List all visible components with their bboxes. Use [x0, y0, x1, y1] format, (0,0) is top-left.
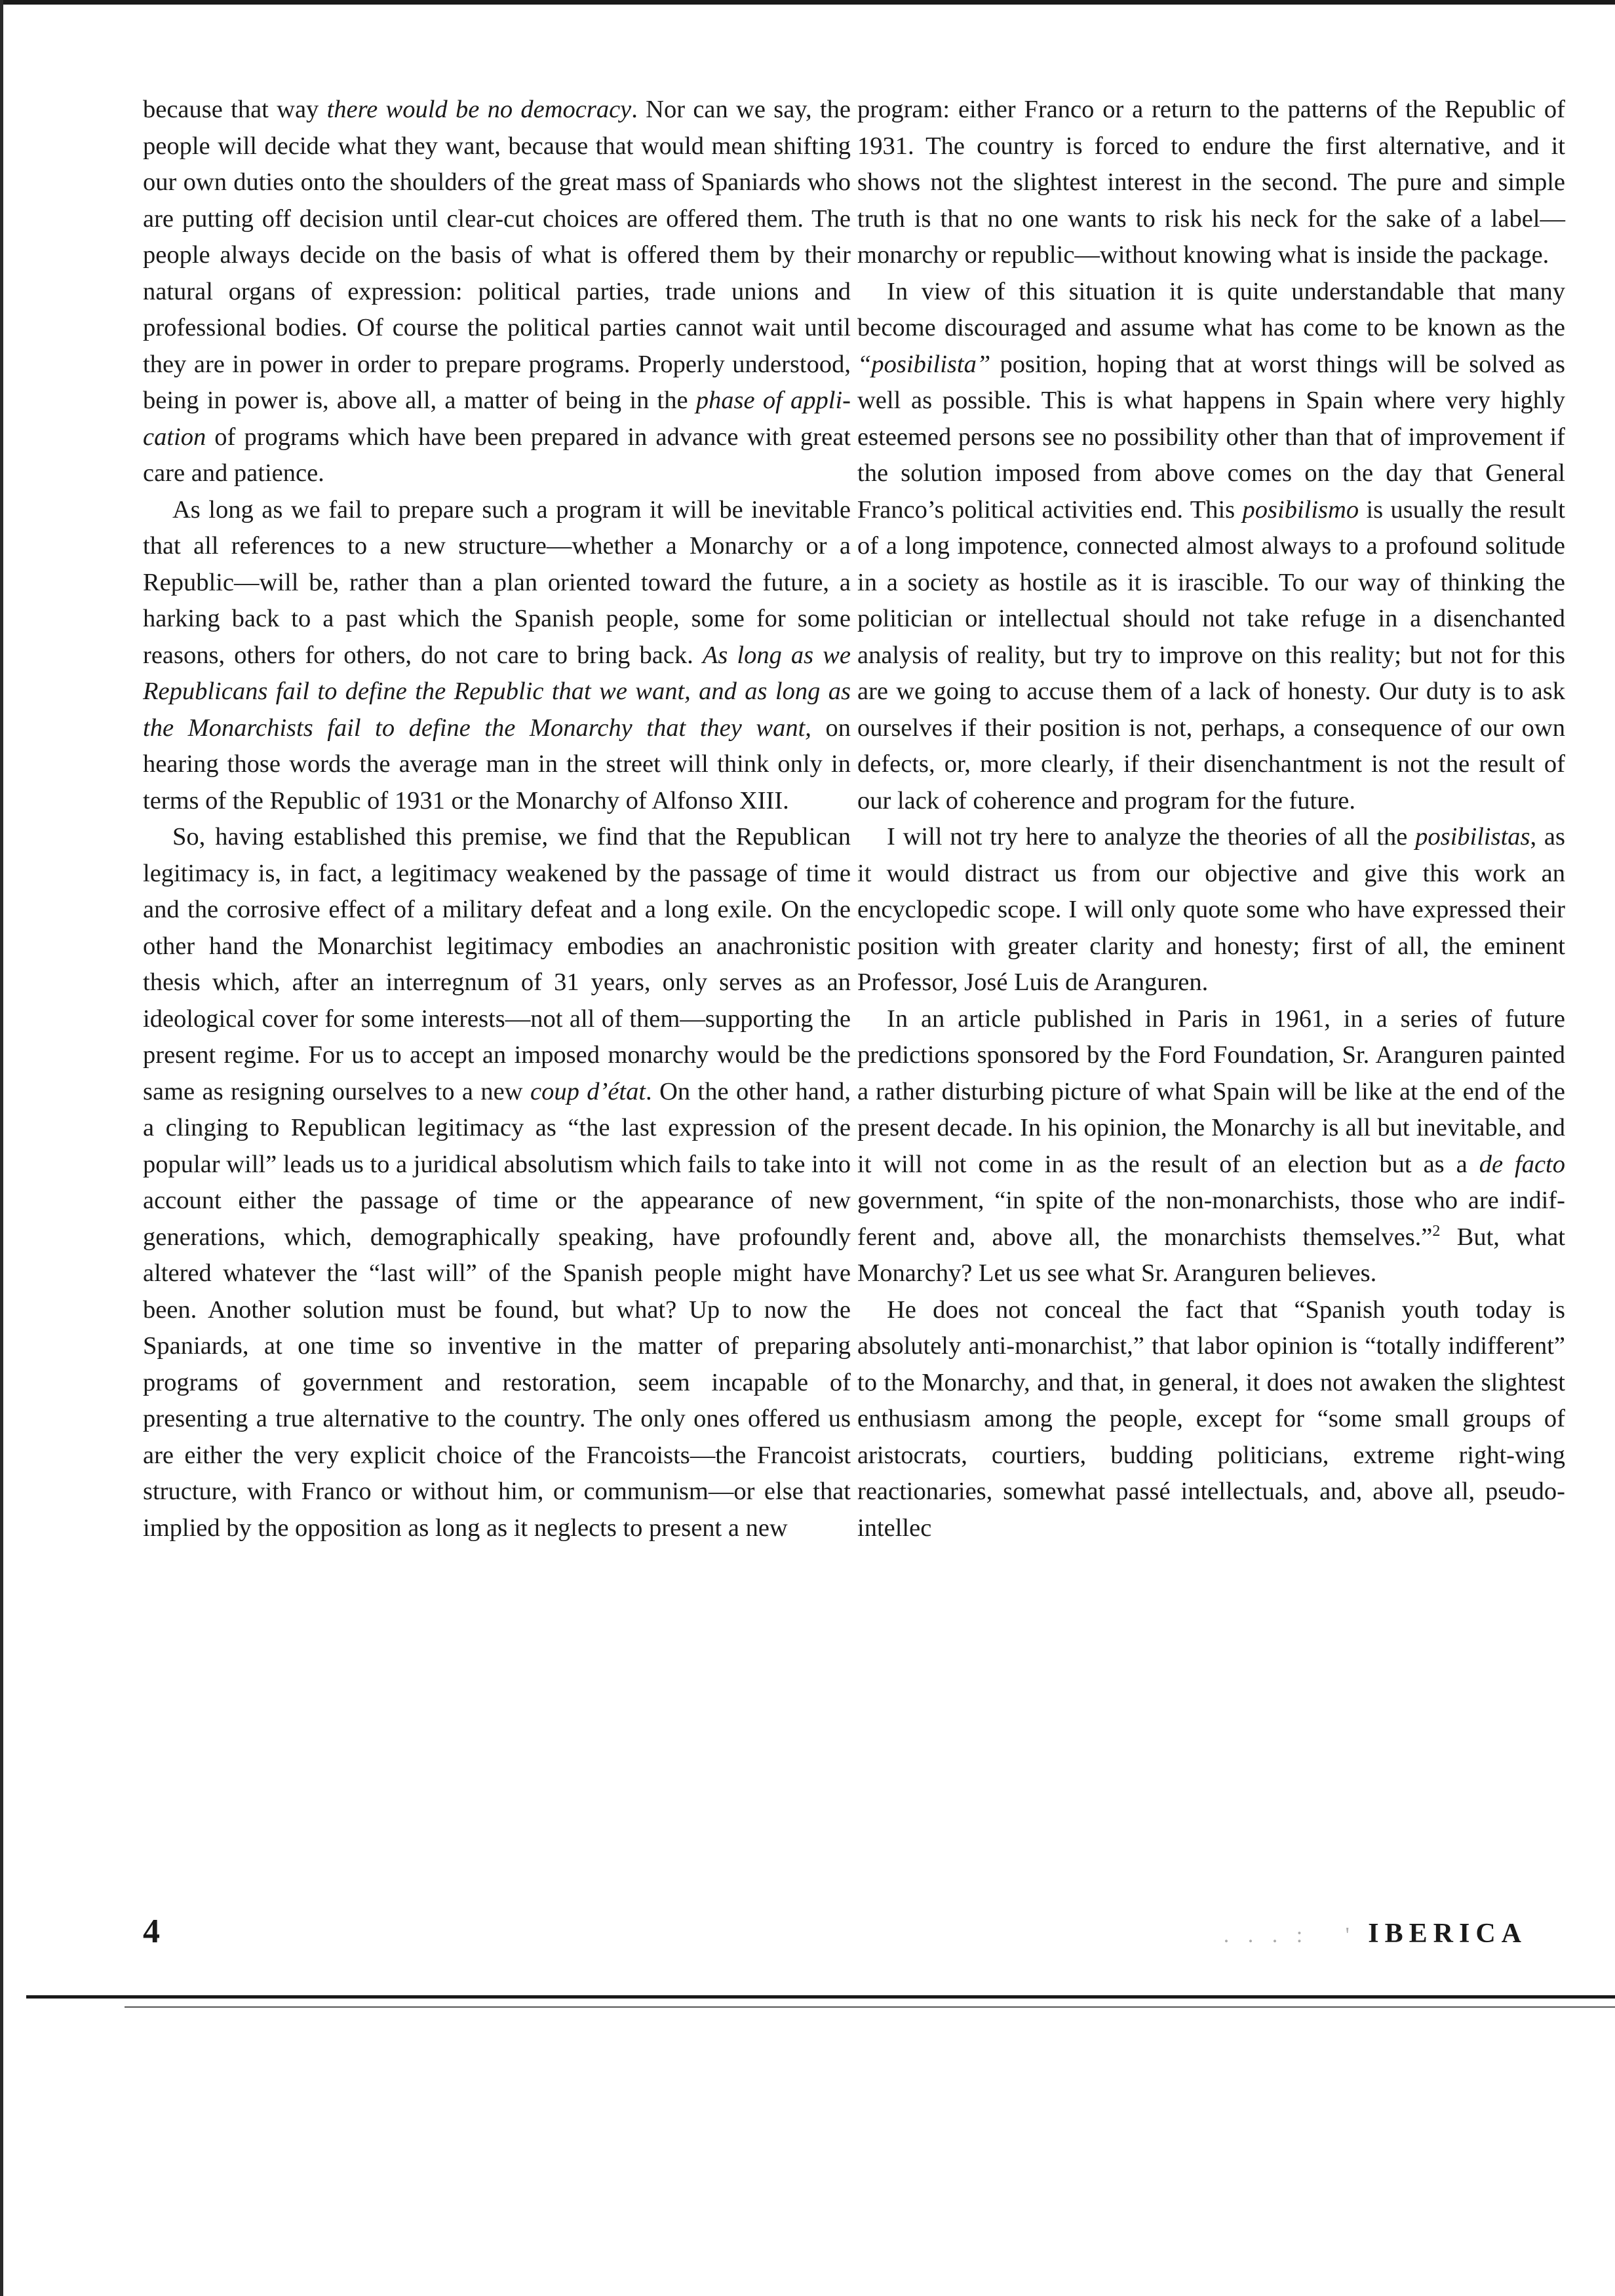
text-run: So, having established this premise, we find that the Republican legitimacy is, in fact, a legitimacy weakened by the passage of time and the corrosive effect of a military defeat and a long exile. On the other hand the Monarchist legitimacy embodies an anachronistic thesis which, after an interregnum of 31 years, only serves as an ideological cover for some interests—not all of them—supporting the present regime. For us to accept an imposed monarchy would be the same as resigning ourselves to a new	[143, 823, 851, 1105]
publication-name	[1108, 1917, 1527, 1953]
publication-title: IBERICA	[1368, 1919, 1527, 1949]
text-run: of programs which have been prepared in advance with great care and patience.	[143, 423, 851, 487]
italic-text: there would be no democracy	[326, 96, 632, 123]
text-run: on hearing those words the average man in the street will think only in terms of the Republic of 1931 or the Monarchy of Alfonso XIII.	[143, 714, 851, 814]
text-run: I will not try here to analyze the theories of all the	[887, 823, 1416, 851]
text-run: He does not conceal the fact that “Spanish youth today is absolutely anti-monarchist,” that labor opinion is “totally indifferent” to the Monarchy, and that, in general, it does not awaken the slightest enthusiasm among the people, except for “some small groups of aristocrats, courtiers, budding politicians, extreme right-wing reactionaries, somewhat passé intellectuals, and, above all, pseudo-intellec	[857, 1295, 1565, 1542]
page-number: 4	[143, 1913, 160, 1950]
text-run: position, hoping that at worst things will be solved as well as possible. This is what happens in Spain where very highly esteemed persons see no possibility other than that of improvement if the solution imposed from above comes on the day that General Franco’s political activities end. This	[857, 350, 1565, 524]
italic-text: posibilistas	[1415, 823, 1530, 851]
text-run: government, “in spite of the non-monarchists, those who are indifferent and, above all, the monarchists themselves.”	[857, 1187, 1565, 1251]
text-run: In view of this situation it is quite understandable that many become discouraged and assume what has come to be known as the	[857, 277, 1565, 341]
text-run: because that way	[143, 96, 327, 123]
left-text-column	[143, 92, 851, 1546]
right-text-column	[857, 92, 1565, 1546]
paragraph	[143, 492, 851, 820]
italic-text: posibilismo	[1242, 495, 1359, 524]
text-run: is usually the result of a long impotence, connected almost always to a profound solitude in a society as hostile as it is irascible. To our way of thinking the politician or intellectual should not take refuge in a disenchanted analysis of reality, but try to improve on this reality; but not for this are we going to accuse them of a lack of honesty. Our duty is to ask ourselves if their position is not, perhaps, a consequence of our own defects, or, more clearly, if their disenchantment is not the result of our lack of coherence and program for the future.	[857, 495, 1565, 814]
text-run: As long as we fail to prepare such a program it will be inevitable that all references to a new structure—whether a Monarchy or a Republic—will be, rather than a plan oriented toward the future, a harking back to a past which the Spanish people, some for some reasons, others for others, do not care to bring back.	[143, 495, 851, 669]
paragraph	[143, 92, 851, 492]
paragraph	[857, 819, 1565, 1001]
paragraph	[857, 92, 1565, 274]
text-run: But, what Monarchy? Let us see what Sr. Aranguren believes.	[857, 1223, 1565, 1287]
italic-text: phase of application	[143, 387, 851, 451]
text-run: In an article published in Paris in 1961, in a series of future predictions sponsored by the Ford Foundation, Sr. Aranguren painted a rather disturbing picture of what Spain will be like at the end of the present decade. In his opinion, the Monarchy is all but inevitable, and it will not come in as the result of an election but as a	[857, 1004, 1565, 1178]
text-run: . On the other hand, a clinging to Republican legitimacy as “the last expression of the popular will” leads us to a juridical absolutism which fails to take into account either the passage of time or the appearance of new generations, which, demographically speaking, have profoundly altered whatever the “last will” of the Spanish people might have been. Another solution must be found, but what? Up to now the Spaniards, at one time so inventive in the matter of preparing programs of government and restoration, seem incapable of presenting a true alternative to the country. The only ones offered us are either the very explicit choice of the Francoists—the Francoist structure, with Franco or without him, or communism—or else that implied by the opposition as long as it neglects to present a new	[143, 1077, 851, 1542]
text-run: program: either Franco or a return to the patterns of the Republic of 1931. The country is forced to endure the first alternative, and it shows not the slightest interest in the second. The pure and simple truth is that no one wants to risk his neck for the sake of a label—monarchy or republic—without knowing what is inside the package.	[857, 96, 1565, 269]
bottom-thin-rule	[125, 2006, 1615, 2008]
italic-text: de facto	[1479, 1150, 1565, 1178]
text-run: , as it would distract us from our objective and give this work an encyclopedic scope. I will only quote some who have expressed their position with greater clarity and honesty; first of all, the eminent Professor, José Luis de Aranguren.	[857, 823, 1565, 996]
italic-text: As long as we Republicans fail to define the Republic that we want, and as long as the Monarchists fail to define the Monarchy that they want,	[143, 641, 851, 742]
faded-print-marks: . . . : '	[1223, 1923, 1369, 1947]
paragraph	[143, 819, 851, 1546]
paragraph	[857, 1292, 1565, 1547]
bottom-border-rule	[26, 1995, 1615, 1999]
italic-text: coup d’état	[530, 1077, 646, 1105]
italic-text: “posibilista”	[857, 350, 991, 378]
paragraph	[857, 1001, 1565, 1292]
top-border-rule	[0, 0, 1615, 5]
paragraph	[857, 274, 1565, 820]
text-run: . Nor can we say, the people will decide what they want, because that would mean shifting our own duties onto the shoulders of the great mass of Spaniards who are putting off decision until clear-cut choices are offered them. The people always decide on the basis of what is offered them by their natural organs of expression: political parties, trade unions and professional bodies. Of course the political parties cannot wait until they are in power in order to prepare programs. Properly understood, being in power is, above all, a matter of being in the	[143, 96, 851, 414]
left-border-rule	[0, 0, 3, 2296]
footnote-ref: 2	[1432, 1222, 1441, 1240]
